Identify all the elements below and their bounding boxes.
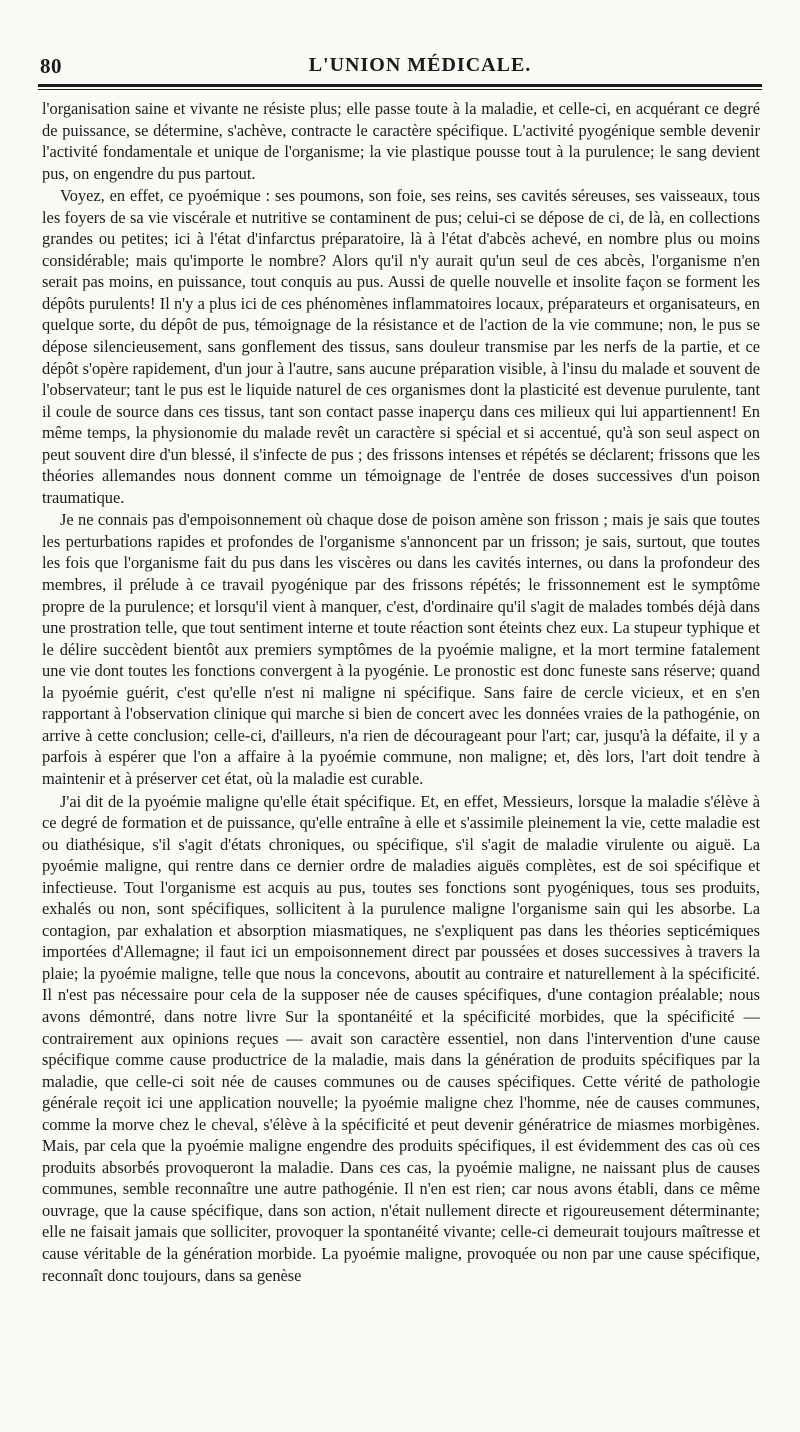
- header-rule: [38, 84, 762, 90]
- paragraph: l'organisation saine et vivante ne résiste plus; elle passe toute à la maladie, et celle-ci, en acquérant ce degré de puissance, se détermine, s'achève, contracte le caractère spécifique. L'activité pyogénique semble devenir l'activité fondamentale et unique de l'organisme; la vie plastique pousse tout à la purulence; le sang devient pus, on engendre du pus partout.: [42, 99, 760, 183]
- paragraph: Je ne connais pas d'empoisonnement où chaque dose de poison amène son frisson ; mais je sais que toutes les perturbations rapides et profondes de l'organisme s'annoncent par un frisson; je sais, surtout, que toutes les fois que l'organisme fait du pus dans les viscères ou dans les cavités internes, ou dans la profondeur des membres, il prélude à ce travail pyogénique par des frissons répétés; le frissonnement est le symptôme propre de la purulence; et lorsqu'il vient à manquer, c'est, d'ordinaire qu'il s'agit de malades tombés déjà dans une prostration telle, que tout sentiment interne et toute réaction sont éteints chez eux. La stupeur typhique et le délire succèdent bientôt aux premiers symptômes de la pyoémie maligne, et la mort termine fatalement une vie dont toutes les fonctions convergent à la pyogénie. Le pronostic est donc funeste sans réserve; quand la pyoémie guérit, c'est qu'elle n'est ni maligne ni spécifique. Sans faire de cercle vicieux, et en s'en rapportant à l'observation clinique qui marche si bien de concert avec les données vraies de la pathogénie, on arrive à cette conclusion; celle-ci, d'ailleurs, n'a rien de décourageant pour l'art; car, jusqu'à la défaite, il y a parfois à espérer que l'on a affaire à la pyoémie commune, non maligne; et, dès lors, l'art doit tendre à maintenir et à préserver cet état, où la maladie est curable.: [42, 510, 760, 788]
- paragraph: J'ai dit de la pyoémie maligne qu'elle était spécifique. Et, en effet, Messieurs, lorsque la maladie s'élève à ce degré de formation et de puissance, qu'elle entraîne à elle et s'assimile pleinement la vie, cette maladie est ou diathésique, s'il s'agit d'états chroniques, ou spécifique, s'il s'agit de maladie virulente ou aiguë. La pyoémie maligne, qui rentre dans ce dernier ordre de maladies aiguës complètes, est de soi spécifique et infectieuse. Tout l'organisme est acquis au pus, toutes ses fonctions sont pyogéniques, tous ses produits, exhalés ou non, sont spécifiques, sollicitent à la purulence maligne l'organisme sain qui les absorbe. La contagion, par exhalation et absorption miasmatiques, ne s'expliquent pas dans les théories septicémiques importées d'Allemagne; il faut ici un empoisonnement direct par poussées et doses successives à travers la plaie; la pyoémie maligne, telle que nous la concevons, aboutit au contraire et naturellement à la spécificité. Il n'est pas nécessaire pour cela de la supposer née de causes spécifiques, d'une contagion préalable; nous avons démontré, dans notre livre Sur la spontanéité et la spécificité morbides, que la spécificité — contrairement aux opinions reçues — avait son caractère essentiel, non dans l'intervention d'une cause spécifique comme cause productrice de la maladie, mais dans la génération de produits spécifiques par la maladie, que celle-ci soit née de causes communes ou de causes spécifiques. Cette vérité de pathologie générale reçoit ici une application nouvelle; la pyoémie maligne chez l'homme, née de causes communes, comme la morve chez le cheval, s'élève à la spécificité et peut devenir génératrice de miasmes morbigènes. Mais, par cela que la pyoémie maligne engendre des produits spécifiques, il est évidemment des cas où ces produits absorbés provoqueront la maladie. Dans ces cas, la pyoémie maligne, ne naissant plus de causes communes, semble reconnaître une autre pathogénie. Il n'en est rien; car nous avons établi, dans ce même ouvrage, que la cause spécifique, dans son action, n'était nullement directe et rigoureusement déterminante; elle ne faisait jamais que solliciter, provoquer la spontanéité vivante; celle-ci demeurait toujours maîtresse et cause véritable de la génération morbide. La pyoémie maligne, provoquée ou non par une cause spécifique, reconnaît donc toujours, dans sa genèse: [42, 791, 760, 1285]
- body-text: [42, 98, 760, 1286]
- paragraph: Voyez, en effet, ce pyoémique : ses poumons, son foie, ses reins, ses cavités séreuses, ses vaisseaux, tous les foyers de sa vie viscérale et nutritive se contaminent de pus; celui-ci se dépose de ci, de là, en collections grandes ou petites; ici à l'état d'infarctus préparatoire, là à l'état d'abcès achevé, en nombre plus ou moins considérable; mais qu'importe le nombre? Alors qu'il n'y aurait qu'un seul de ces abcès, l'organisme n'en serait pas moins, en puissance, tout conquis au pus. Aussi de quelle nouvelle et insolite façon se forment les dépôts purulents! Il n'y a plus ici de ces phénomènes inflammatoires locaux, préparateurs et organisateurs, en quelque sorte, du dépôt de pus, témoignage de la résistance et de l'action de la vie commune; non, le pus se dépose silencieusement, sans gonflement des tissus, sans douleur transmise par les nerfs de la partie, et ce dépôt s'opère rapidement, d'un jour à l'autre, sans aucune préparation visible, à l'insu du malade et souvent de l'observateur; tant le pus est le liquide naturel de ces organismes dont la plasticité est devenue purulente, tant il coule de source dans ces tissus, tant son contact passe inaperçu dans ces milieux qui lui appartiennent! En même temps, la physionomie du malade revêt un caractère si spécial et si accentué, qu'à son seul aspect on peut souvent dire d'un blessé, il s'infecte de pus ; des frissons intenses et répétés se déclarent; frissons que les théories allemandes nous donnent comme un témoignage de l'entrée de doses successives d'un poison traumatique.: [42, 186, 760, 507]
- page-number: 80: [40, 54, 62, 78]
- running-title: L'UNION MÉDICALE.: [308, 54, 532, 76]
- page-header: [38, 52, 762, 82]
